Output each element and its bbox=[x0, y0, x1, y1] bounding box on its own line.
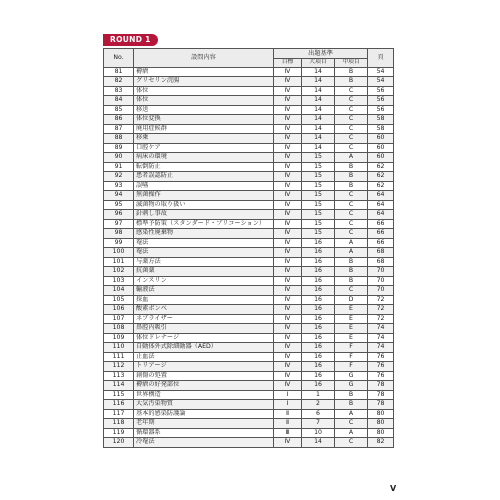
row-major-item: 14 bbox=[302, 143, 335, 153]
row-goal: Ⅳ bbox=[274, 115, 302, 125]
row-page: 60 bbox=[368, 134, 394, 144]
row-page: 56 bbox=[368, 96, 394, 106]
row-goal: Ⅳ bbox=[274, 352, 302, 362]
row-goal: Ⅳ bbox=[274, 238, 302, 248]
row-page: 56 bbox=[368, 105, 394, 115]
row-question: 無菌操作 bbox=[134, 191, 274, 201]
row-middle-item: F bbox=[335, 362, 368, 372]
row-question: 針刺し事故 bbox=[134, 210, 274, 220]
row-page: 74 bbox=[368, 333, 394, 343]
page-number: V bbox=[390, 484, 397, 493]
table-row bbox=[104, 267, 394, 277]
row-goal: Ⅳ bbox=[274, 181, 302, 191]
row-middle-item: C bbox=[335, 438, 368, 448]
row-number: 89 bbox=[104, 143, 134, 153]
row-question: 体位変換 bbox=[134, 115, 274, 125]
row-number: 101 bbox=[104, 257, 134, 267]
table-row bbox=[104, 409, 394, 419]
row-number: 106 bbox=[104, 305, 134, 315]
row-question: グリセリン浣腸 bbox=[134, 77, 274, 87]
row-number: 110 bbox=[104, 343, 134, 353]
row-major-item: 14 bbox=[302, 115, 335, 125]
row-page: 60 bbox=[368, 153, 394, 163]
row-middle-item: C bbox=[335, 419, 368, 429]
row-number: 114 bbox=[104, 381, 134, 391]
row-major-item: 16 bbox=[302, 343, 335, 353]
row-page: 62 bbox=[368, 162, 394, 172]
row-major-item: 16 bbox=[302, 267, 335, 277]
row-question: 体位 bbox=[134, 96, 274, 106]
row-question: 罨法 bbox=[134, 248, 274, 258]
row-question: 移送 bbox=[134, 105, 274, 115]
table-row bbox=[104, 219, 394, 229]
table-row bbox=[104, 105, 394, 115]
row-middle-item: C bbox=[335, 229, 368, 239]
row-number: 81 bbox=[104, 67, 134, 77]
header-middle-item: 中項目 bbox=[335, 59, 368, 68]
row-middle-item: E bbox=[335, 314, 368, 324]
row-page: 58 bbox=[368, 124, 394, 134]
table-row bbox=[104, 115, 394, 125]
row-middle-item: G bbox=[335, 381, 368, 391]
table-row bbox=[104, 371, 394, 381]
row-number: 119 bbox=[104, 428, 134, 438]
row-middle-item: G bbox=[335, 371, 368, 381]
table-row bbox=[104, 191, 394, 201]
row-major-item: 10 bbox=[302, 428, 335, 438]
table-row bbox=[104, 286, 394, 296]
row-major-item: 15 bbox=[302, 162, 335, 172]
row-major-item: 16 bbox=[302, 371, 335, 381]
row-page: 70 bbox=[368, 286, 394, 296]
row-goal: Ⅳ bbox=[274, 343, 302, 353]
row-goal: Ⅳ bbox=[274, 96, 302, 106]
row-middle-item: B bbox=[335, 400, 368, 410]
row-middle-item: A bbox=[335, 428, 368, 438]
row-goal: Ⅳ bbox=[274, 257, 302, 267]
row-page: 74 bbox=[368, 324, 394, 334]
table-row bbox=[104, 229, 394, 239]
row-page: 72 bbox=[368, 305, 394, 315]
row-major-item: 14 bbox=[302, 105, 335, 115]
row-goal: Ⅲ bbox=[274, 428, 302, 438]
row-number: 117 bbox=[104, 409, 134, 419]
row-question: 世界構造 bbox=[134, 390, 274, 400]
row-page: 64 bbox=[368, 191, 394, 201]
row-page: 68 bbox=[368, 248, 394, 258]
row-page: 78 bbox=[368, 381, 394, 391]
row-goal: Ⅳ bbox=[274, 153, 302, 163]
table-row bbox=[104, 428, 394, 438]
row-goal: Ⅳ bbox=[274, 305, 302, 315]
row-page: 78 bbox=[368, 390, 394, 400]
row-page: 64 bbox=[368, 210, 394, 220]
row-page: 66 bbox=[368, 219, 394, 229]
row-question: 病床の環境 bbox=[134, 153, 274, 163]
row-question: 罨法 bbox=[134, 238, 274, 248]
table-row bbox=[104, 324, 394, 334]
table-row bbox=[104, 162, 394, 172]
row-number: 94 bbox=[104, 191, 134, 201]
row-page: 58 bbox=[368, 115, 394, 125]
row-goal: Ⅳ bbox=[274, 314, 302, 324]
table-row bbox=[104, 257, 394, 267]
row-major-item: 14 bbox=[302, 134, 335, 144]
row-question: 誤嚥 bbox=[134, 181, 274, 191]
row-question: 冷罨法 bbox=[134, 438, 274, 448]
row-major-item: 16 bbox=[302, 352, 335, 362]
row-goal: Ⅳ bbox=[274, 219, 302, 229]
row-middle-item: C bbox=[335, 210, 368, 220]
row-middle-item: E bbox=[335, 333, 368, 343]
row-number: 84 bbox=[104, 96, 134, 106]
table-row bbox=[104, 248, 394, 258]
table-row bbox=[104, 124, 394, 134]
row-major-item: 16 bbox=[302, 305, 335, 315]
table-row bbox=[104, 400, 394, 410]
row-question: 老年期 bbox=[134, 419, 274, 429]
row-number: 107 bbox=[104, 314, 134, 324]
row-page: 80 bbox=[368, 419, 394, 429]
row-page: 76 bbox=[368, 352, 394, 362]
row-goal: Ⅳ bbox=[274, 381, 302, 391]
row-question: トリアージ bbox=[134, 362, 274, 372]
row-goal: Ⅳ bbox=[274, 229, 302, 239]
row-major-item: 16 bbox=[302, 257, 335, 267]
row-major-item: 14 bbox=[302, 96, 335, 106]
row-goal: Ⅳ bbox=[274, 286, 302, 296]
header-goal: 目標 bbox=[274, 59, 302, 68]
row-question: ネブライザー bbox=[134, 314, 274, 324]
table-row bbox=[104, 305, 394, 315]
row-middle-item: C bbox=[335, 219, 368, 229]
row-question: 採血 bbox=[134, 295, 274, 305]
row-number: 115 bbox=[104, 390, 134, 400]
row-goal: Ⅳ bbox=[274, 200, 302, 210]
row-goal: Ⅳ bbox=[274, 324, 302, 334]
row-question: 標準予防策（スタンダード・プリコーション） bbox=[134, 219, 274, 229]
row-number: 82 bbox=[104, 77, 134, 87]
row-page: 54 bbox=[368, 67, 394, 77]
row-middle-item: E bbox=[335, 305, 368, 315]
row-goal: Ⅳ bbox=[274, 124, 302, 134]
table-row bbox=[104, 343, 394, 353]
table-row bbox=[104, 143, 394, 153]
row-number: 90 bbox=[104, 153, 134, 163]
row-middle-item: B bbox=[335, 390, 368, 400]
row-number: 116 bbox=[104, 400, 134, 410]
row-goal: Ⅰ bbox=[274, 400, 302, 410]
row-question: 鼻腔内吸引 bbox=[134, 324, 274, 334]
row-number: 88 bbox=[104, 134, 134, 144]
row-number: 113 bbox=[104, 371, 134, 381]
row-number: 118 bbox=[104, 419, 134, 429]
row-question: 大気汚染物質 bbox=[134, 400, 274, 410]
row-question: 抗菌薬 bbox=[134, 267, 274, 277]
row-page: 56 bbox=[368, 86, 394, 96]
row-goal: Ⅰ bbox=[274, 390, 302, 400]
row-middle-item: C bbox=[335, 143, 368, 153]
table-header bbox=[104, 49, 394, 68]
row-middle-item: D bbox=[335, 295, 368, 305]
row-page: 64 bbox=[368, 200, 394, 210]
row-page: 68 bbox=[368, 257, 394, 267]
row-major-item: 15 bbox=[302, 172, 335, 182]
row-major-item: 16 bbox=[302, 238, 335, 248]
row-major-item: 15 bbox=[302, 200, 335, 210]
header-page: 頁 bbox=[368, 49, 394, 68]
row-page: 70 bbox=[368, 276, 394, 286]
row-goal: Ⅳ bbox=[274, 105, 302, 115]
row-major-item: 15 bbox=[302, 210, 335, 220]
row-number: 103 bbox=[104, 276, 134, 286]
table-row bbox=[104, 333, 394, 343]
row-major-item: 16 bbox=[302, 286, 335, 296]
row-number: 120 bbox=[104, 438, 134, 448]
row-number: 111 bbox=[104, 352, 134, 362]
row-middle-item: F bbox=[335, 343, 368, 353]
row-major-item: 16 bbox=[302, 362, 335, 372]
row-middle-item: C bbox=[335, 86, 368, 96]
row-number: 98 bbox=[104, 229, 134, 239]
table-row bbox=[104, 295, 394, 305]
row-goal: Ⅱ bbox=[274, 419, 302, 429]
row-page: 72 bbox=[368, 295, 394, 305]
table-row bbox=[104, 67, 394, 77]
row-question: 自動体外式除細動器（AED） bbox=[134, 343, 274, 353]
row-page: 74 bbox=[368, 343, 394, 353]
row-major-item: 14 bbox=[302, 67, 335, 77]
row-question: 与薬方法 bbox=[134, 257, 274, 267]
row-major-item: 15 bbox=[302, 191, 335, 201]
row-page: 54 bbox=[368, 77, 394, 87]
row-page: 60 bbox=[368, 143, 394, 153]
row-major-item: 7 bbox=[302, 419, 335, 429]
row-goal: Ⅳ bbox=[274, 248, 302, 258]
row-middle-item: C bbox=[335, 200, 368, 210]
row-question: 基本的感染防護論 bbox=[134, 409, 274, 419]
table-row bbox=[104, 77, 394, 87]
row-major-item: 15 bbox=[302, 219, 335, 229]
row-page: 76 bbox=[368, 362, 394, 372]
row-goal: Ⅳ bbox=[274, 333, 302, 343]
row-goal: Ⅳ bbox=[274, 295, 302, 305]
header-no: No. bbox=[104, 49, 134, 68]
row-middle-item: B bbox=[335, 162, 368, 172]
row-number: 104 bbox=[104, 286, 134, 296]
row-major-item: 14 bbox=[302, 77, 335, 87]
row-goal: Ⅳ bbox=[274, 162, 302, 172]
row-page: 62 bbox=[368, 172, 394, 182]
row-page: 78 bbox=[368, 400, 394, 410]
row-question: 褥瘡 bbox=[134, 67, 274, 77]
row-page: 70 bbox=[368, 267, 394, 277]
row-goal: Ⅳ bbox=[274, 191, 302, 201]
row-major-item: 16 bbox=[302, 333, 335, 343]
row-goal: Ⅳ bbox=[274, 371, 302, 381]
row-middle-item: A bbox=[335, 238, 368, 248]
row-page: 62 bbox=[368, 181, 394, 191]
round-badge: ROUND 1 bbox=[103, 34, 158, 46]
row-number: 112 bbox=[104, 362, 134, 372]
table-row bbox=[104, 362, 394, 372]
row-number: 83 bbox=[104, 86, 134, 96]
row-middle-item: C bbox=[335, 96, 368, 106]
row-goal: Ⅳ bbox=[274, 143, 302, 153]
table-row bbox=[104, 381, 394, 391]
row-middle-item: C bbox=[335, 105, 368, 115]
row-goal: Ⅳ bbox=[274, 276, 302, 286]
row-middle-item: B bbox=[335, 181, 368, 191]
row-middle-item: C bbox=[335, 115, 368, 125]
row-major-item: 16 bbox=[302, 324, 335, 334]
row-question: 体位ドレナージ bbox=[134, 333, 274, 343]
table-row bbox=[104, 86, 394, 96]
row-major-item: 15 bbox=[302, 229, 335, 239]
row-question: 感染性廃棄物 bbox=[134, 229, 274, 239]
row-page: 66 bbox=[368, 238, 394, 248]
row-goal: Ⅳ bbox=[274, 172, 302, 182]
row-goal: Ⅳ bbox=[274, 210, 302, 220]
table-row bbox=[104, 210, 394, 220]
row-page: 80 bbox=[368, 428, 394, 438]
row-major-item: 15 bbox=[302, 153, 335, 163]
table-row bbox=[104, 134, 394, 144]
row-middle-item: C bbox=[335, 124, 368, 134]
table-row bbox=[104, 238, 394, 248]
row-number: 109 bbox=[104, 333, 134, 343]
row-number: 97 bbox=[104, 219, 134, 229]
row-question: 転倒防止 bbox=[134, 162, 274, 172]
row-question: 口腔ケア bbox=[134, 143, 274, 153]
row-question: 創傷の処置 bbox=[134, 371, 274, 381]
row-page: 80 bbox=[368, 409, 394, 419]
row-question: 褥瘡の好発部位 bbox=[134, 381, 274, 391]
row-major-item: 2 bbox=[302, 400, 335, 410]
table-row bbox=[104, 96, 394, 106]
row-number: 92 bbox=[104, 172, 134, 182]
row-page: 72 bbox=[368, 314, 394, 324]
table-row bbox=[104, 390, 394, 400]
row-page: 82 bbox=[368, 438, 394, 448]
row-middle-item: B bbox=[335, 276, 368, 286]
row-major-item: 16 bbox=[302, 295, 335, 305]
row-question: 体位 bbox=[134, 86, 274, 96]
row-major-item: 14 bbox=[302, 438, 335, 448]
row-middle-item: A bbox=[335, 153, 368, 163]
row-question: 患者誤認防止 bbox=[134, 172, 274, 182]
table-row bbox=[104, 314, 394, 324]
row-major-item: 16 bbox=[302, 248, 335, 258]
table-row bbox=[104, 181, 394, 191]
row-question: 輸液法 bbox=[134, 286, 274, 296]
row-major-item: 14 bbox=[302, 86, 335, 96]
table-row bbox=[104, 352, 394, 362]
row-number: 87 bbox=[104, 124, 134, 134]
row-middle-item: F bbox=[335, 352, 368, 362]
row-number: 96 bbox=[104, 210, 134, 220]
table-row bbox=[104, 172, 394, 182]
row-goal: Ⅳ bbox=[274, 267, 302, 277]
row-middle-item: A bbox=[335, 248, 368, 258]
row-major-item: 14 bbox=[302, 124, 335, 134]
row-number: 105 bbox=[104, 295, 134, 305]
row-number: 93 bbox=[104, 181, 134, 191]
table-body bbox=[104, 67, 394, 447]
row-number: 99 bbox=[104, 238, 134, 248]
row-number: 102 bbox=[104, 267, 134, 277]
row-question: 止血法 bbox=[134, 352, 274, 362]
row-number: 85 bbox=[104, 105, 134, 115]
row-middle-item: E bbox=[335, 324, 368, 334]
row-middle-item: B bbox=[335, 67, 368, 77]
row-major-item: 16 bbox=[302, 381, 335, 391]
row-number: 95 bbox=[104, 200, 134, 210]
header-criteria: 出題基準 bbox=[274, 49, 368, 59]
row-middle-item: A bbox=[335, 409, 368, 419]
row-major-item: 6 bbox=[302, 409, 335, 419]
question-table bbox=[103, 48, 394, 448]
row-middle-item: C bbox=[335, 286, 368, 296]
row-major-item: 15 bbox=[302, 181, 335, 191]
row-question: 循環器系 bbox=[134, 428, 274, 438]
row-goal: Ⅱ bbox=[274, 409, 302, 419]
row-question: 酸素ボンベ bbox=[134, 305, 274, 315]
row-middle-item: B bbox=[335, 257, 368, 267]
row-goal: Ⅳ bbox=[274, 86, 302, 96]
table-row bbox=[104, 419, 394, 429]
row-number: 108 bbox=[104, 324, 134, 334]
row-number: 100 bbox=[104, 248, 134, 258]
row-page: 66 bbox=[368, 229, 394, 239]
row-question: 移乗 bbox=[134, 134, 274, 144]
row-goal: Ⅳ bbox=[274, 77, 302, 87]
row-question: インスリン bbox=[134, 276, 274, 286]
row-question: 廃用症候群 bbox=[134, 124, 274, 134]
row-middle-item: B bbox=[335, 77, 368, 87]
header-major-item: 大項目 bbox=[302, 59, 335, 68]
row-major-item: 16 bbox=[302, 276, 335, 286]
row-number: 86 bbox=[104, 115, 134, 125]
table-row bbox=[104, 153, 394, 163]
row-goal: Ⅳ bbox=[274, 67, 302, 77]
row-middle-item: B bbox=[335, 267, 368, 277]
row-question: 滅菌物の取り扱い bbox=[134, 200, 274, 210]
row-middle-item: B bbox=[335, 172, 368, 182]
header-question: 設問内容 bbox=[134, 49, 274, 68]
row-major-item: 16 bbox=[302, 314, 335, 324]
row-major-item: 1 bbox=[302, 390, 335, 400]
row-number: 91 bbox=[104, 162, 134, 172]
row-middle-item: C bbox=[335, 134, 368, 144]
row-goal: Ⅳ bbox=[274, 362, 302, 372]
row-middle-item: C bbox=[335, 191, 368, 201]
table-row bbox=[104, 276, 394, 286]
table-row bbox=[104, 438, 394, 448]
row-goal: Ⅳ bbox=[274, 134, 302, 144]
table-row bbox=[104, 200, 394, 210]
row-goal: Ⅳ bbox=[274, 438, 302, 448]
row-page: 76 bbox=[368, 371, 394, 381]
